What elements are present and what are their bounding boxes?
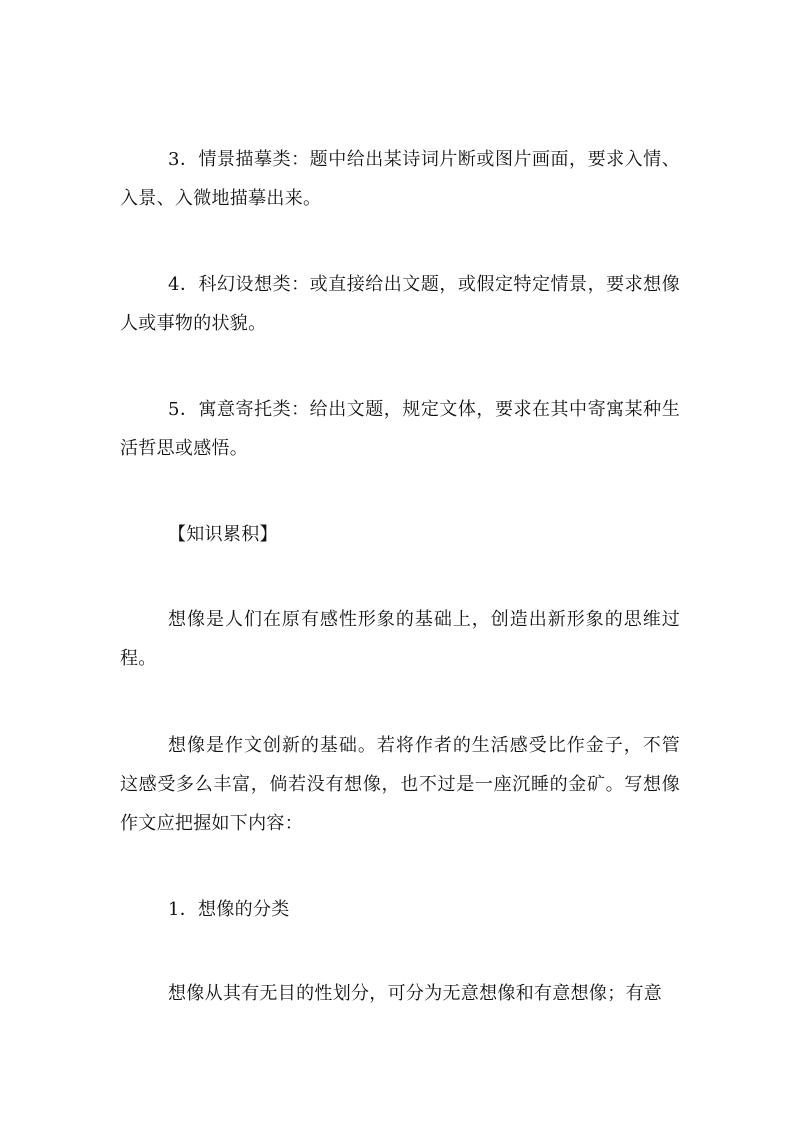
paragraph-sci-fi-imagination-type: 4．科幻设想类：或直接给出文题，或假定特定情景，要求想像人或事物的状貌。: [120, 274, 680, 334]
subheading-imagination-classification: 1．想像的分类: [168, 899, 290, 920]
paragraph-allegory-type: 5．寓意寄托类：给出文题，规定文体，要求在其中寄寓某种生活哲思或感悟。: [120, 399, 680, 459]
paragraph-imagination-definition: 想像是人们在原有感性形象的基础上，创造出新形象的思维过程。: [120, 609, 680, 669]
paragraph-imagination-classification: 想像从其有无目的性划分，可分为无意想像和有意想像；有意: [168, 983, 663, 1004]
paragraph-imagination-importance: 想像是作文创新的基础。若将作者的生活感受比作金子，不管这感受多么丰富，倘若没有想像，也不过是一座沉睡的金矿。写想像作文应把握如下内容：: [120, 735, 680, 834]
paragraph-scene-description-type: 3．情景描摹类：题中给出某诗词片断或图片画面，要求入情、入景、入微地描摹出来。: [120, 149, 680, 209]
section-heading-knowledge-accumulation: 【知识累积】: [168, 524, 278, 545]
